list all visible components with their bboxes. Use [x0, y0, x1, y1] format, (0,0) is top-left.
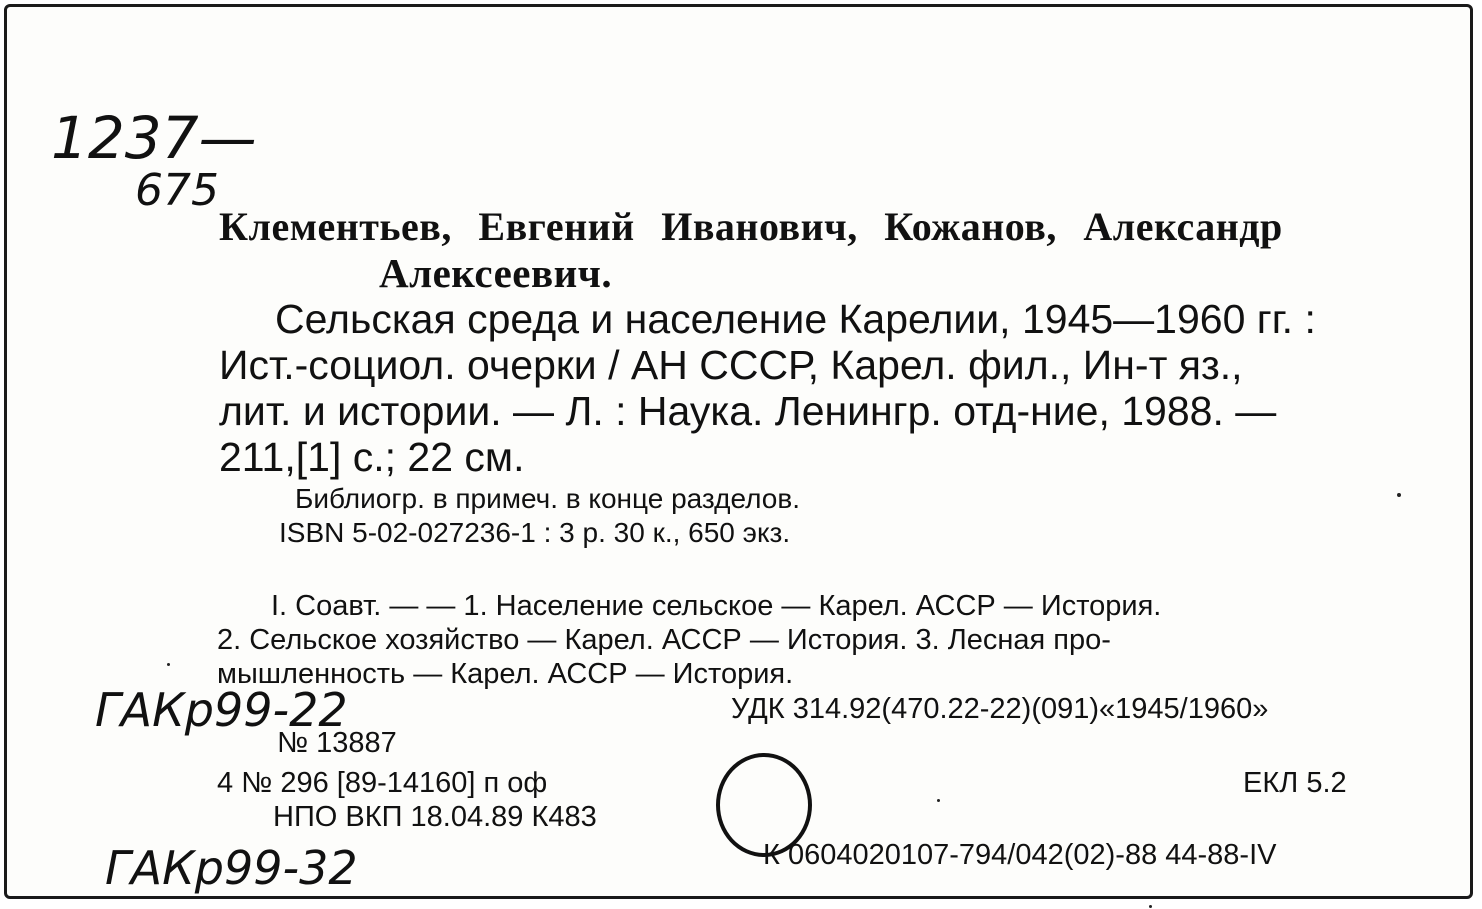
isbn-note: ISBN 5-02-027236-1 : 3 р. 30 к., 650 экз. [279, 517, 791, 548]
subjects-line2: 2. Сельское хозяйство — Карел. АССР — История. 3. Лесная про- [217, 624, 1111, 656]
ink-speck [1397, 493, 1401, 497]
ink-speck [167, 663, 170, 666]
udk-code: УДК 314.92(470.22-22)(091)«1945/1960» [731, 693, 1269, 725]
title-line2: Ист.-социол. очерки / АН СССР, Карел. фил., Ин-т яз., [219, 342, 1243, 388]
catalog-code: К 0604020107-794/042(02)-88 44-88-IV [763, 839, 1277, 871]
title-line4: 211,[1] с.; 22 см. [219, 434, 525, 480]
bibliography-note: Библиогр. в примеч. в конце разделов. [295, 483, 800, 514]
call-number-line2: 675 [135, 165, 219, 216]
ekl-code: ЕКЛ 5.2 [1243, 767, 1347, 799]
call-number-line1: 1237— [51, 104, 257, 172]
ink-speck [1149, 905, 1152, 908]
npo-line: НПО ВКП 18.04.89 К483 [273, 801, 597, 833]
author-heading-line2: Алексеевич. [379, 250, 613, 296]
archive-mark-lower: ГАКр99-32 [105, 841, 358, 895]
subjects-line3: мышленность — Карел. АССР — История. [217, 658, 794, 690]
title-line1: Сельская среда и население Карелии, 1945—1960 гг. : [275, 296, 1316, 342]
subjects-line1: I. Соавт. — — 1. Население сельское — Карел. АССР — История. [271, 590, 1162, 622]
author-heading-line1: Клементьев, Евгений Иванович, Кожанов, Александр [219, 204, 1283, 249]
record-number: № 13887 [277, 727, 397, 759]
title-line3: лит. и истории. — Л. : Наука. Ленингр. отд-ние, 1988. — [219, 388, 1277, 434]
order-line: 4 № 296 [89-14160] п оф [217, 767, 548, 799]
catalog-card [4, 4, 1473, 899]
archive-mark-upper: ГАКр99-22 [95, 683, 348, 737]
ink-speck [937, 799, 940, 802]
